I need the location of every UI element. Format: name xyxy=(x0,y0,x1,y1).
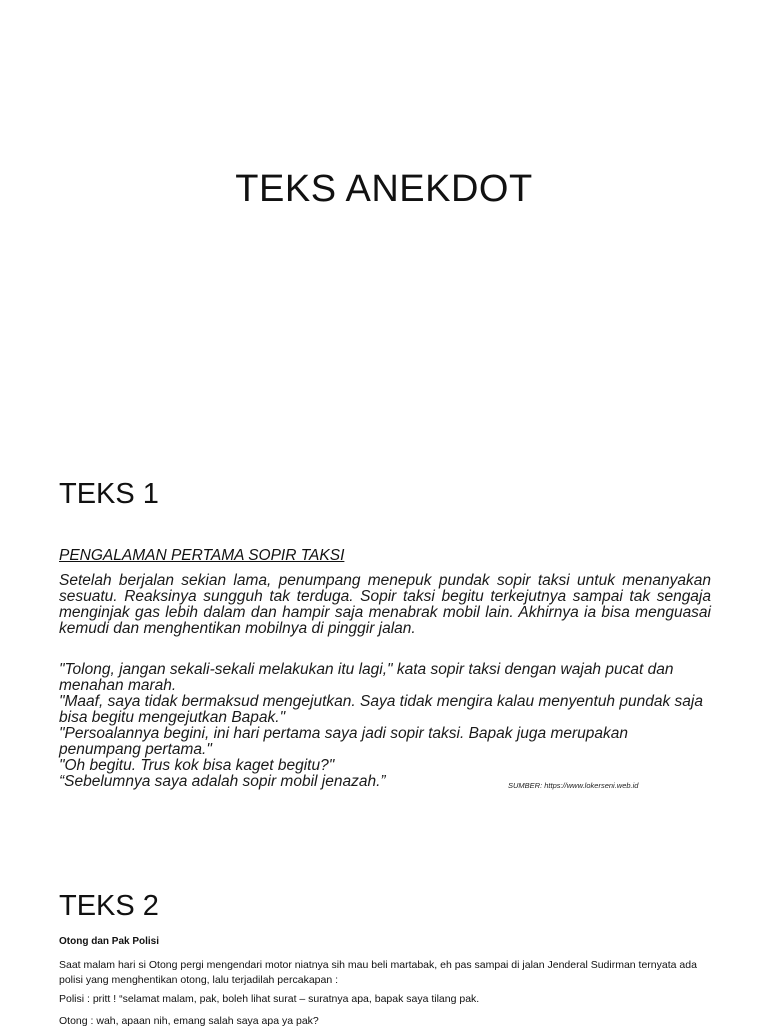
source-note: SUMBER: https://www.lokerseni.web.id xyxy=(508,781,639,790)
teks2-heading: TEKS 2 xyxy=(59,890,159,922)
dialogue-line: "Tolong, jangan sekali-sekali melakukan itu lagi," kata sopir taksi dengan wajah pucat dan menahan marah. xyxy=(59,661,674,694)
teks1-dialogue xyxy=(59,662,711,790)
dialogue-line: "Oh begitu. Trus kok bisa kaget begitu?" xyxy=(59,757,335,774)
dialogue-line: "Persoalannya begini, ini hari pertama saya jadi sopir taksi. Bapak juga merupakan penumpang pertama." xyxy=(59,725,628,758)
dialogue-line: "Maaf, saya tidak bermaksud mengejutkan. Saya tidak mengira kalau menyentuh pundak saja bisa begitu mengejutkan Bapak." xyxy=(59,693,703,726)
teks1-heading: TEKS 1 xyxy=(59,478,159,510)
teks2-story-title: Otong dan Pak Polisi xyxy=(59,936,160,947)
teks2-dialogue-line: Polisi : pritt ! “selamat malam, pak, boleh lihat surat – suratnya apa, bapak saya tilang pak. xyxy=(59,993,480,1005)
dialogue-line: “Sebelumnya saya adalah sopir mobil jenazah.” xyxy=(59,773,386,790)
teks2-dialogue-line: Otong : wah, apaan nih, emang salah saya apa ya pak? xyxy=(59,1015,319,1027)
teks1-paragraph: Setelah berjalan sekian lama, penumpang menepuk pundak sopir taksi untuk menanyakan sesuatu. Reaksinya sungguh tak terduga. Sopir taksi begitu terkejutnya sampai tak sengaja menginjak gas lebih dalam dan hampir saja menabrak mobil lain. Akhirnya ia bisa menguasai kemudi dan menghentikan mobilnya di pinggir jalan. xyxy=(59,572,711,637)
teks2-paragraph: Saat malam hari si Otong pergi mengendari motor niatnya sih mau beli martabak, eh pas sampai di jalan Jenderal Sudirman ternyata ada polisi yang menghentikan otong, lalu terjadilah percakapan : xyxy=(59,959,697,986)
page-title: TEKS ANEKDOT xyxy=(235,168,533,210)
teks1-story-title: PENGALAMAN PERTAMA SOPIR TAKSI xyxy=(59,547,345,564)
